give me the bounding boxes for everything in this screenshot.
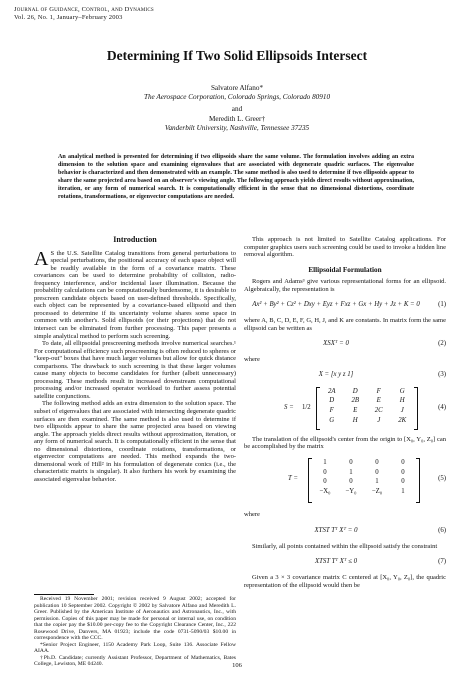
author-2-name: Meredith L. Greer†: [208, 115, 266, 123]
right-paragraph-2: Rogers and Adams³ give various representational forms for an ellipsoid. Algebraically, the representation is: [244, 278, 446, 293]
matrix-s-cell: 2A: [327, 387, 336, 395]
paper-title: Determining If Two Solid Ellipsoids Intersect: [106, 48, 368, 63]
matrix-s-cell: F: [329, 407, 334, 415]
author-1-name: Salvatore Alfano*: [210, 84, 264, 92]
matrix-t-label: T =: [288, 475, 298, 483]
equation-1-number: (1): [438, 301, 446, 309]
matrix-t-cell: 1: [375, 478, 379, 486]
matrix-s-cell: G: [399, 387, 405, 395]
matrix-s-cell: 2K: [398, 416, 407, 424]
matrix-t-cell: 0: [323, 468, 327, 476]
dropcap: A: [34, 247, 49, 270]
equation-7-number: (7): [438, 558, 446, 566]
matrix-t-cell: −Z₀: [371, 487, 383, 495]
equation-6-number: (6): [438, 526, 446, 534]
matrix-t-cell: 1: [401, 487, 405, 495]
matrix-t-cell: 0: [375, 459, 379, 467]
equation-3-body: X = [x y z 1]: [318, 370, 354, 378]
equation-1-body: Ax² + By² + Cz² + Dxy + Eyz + Fxz + Gx + Hy + Jz + K = 0: [252, 301, 420, 309]
right-paragraph-6: Given a 3 × 3 covariance matrix C centered at [X₀, Y₀, Z₀], the quadric representation of the ellipsoid would then be: [244, 574, 446, 589]
matrix-t: [244, 457, 446, 503]
where-1: where: [244, 356, 260, 364]
matrix-t-cell: 1: [349, 468, 353, 476]
matrix-s-right-bracket: [414, 387, 418, 430]
matrix-t-cell: 0: [401, 478, 405, 486]
footnote-author-1: *Senior Project Engineer, 1150 Academy Park Loop, Suite 136. Associate Fellow AIAA.: [34, 641, 236, 654]
footnote-author-2: †Ph.D. Candidate; currently Assistant Professor, Department of Mathematics, Bates College, Lewiston, ME 04240.: [34, 654, 236, 667]
matrix-s-cell: 2B: [351, 397, 360, 405]
ellipsoidal-heading: Ellipsoidal Formulation: [308, 265, 382, 274]
equation-3-number: (3): [438, 370, 446, 378]
matrix-s-cell: H: [352, 416, 358, 424]
matrix-s-grid: [320, 388, 414, 424]
equation-7-body: XTST Tᵀ Xᵀ ≤ 0: [314, 558, 358, 566]
matrix-s-cell: J: [400, 407, 404, 415]
matrix-t-right-bracket: [416, 458, 420, 503]
matrix-t-cell: 0: [349, 459, 353, 467]
right-paragraph-5: Similarly, all points contained within the ellipsoid satisfy the constraint: [252, 542, 438, 550]
equation-2: [244, 337, 446, 351]
right-column: [244, 236, 446, 589]
abstract: An analytical method is presented for determining if two ellipsoids share the same volume. The formulation involves adding an extra dimension to the solution space and examining eigenvalues that are associated with degenerate quadric surfaces. The eigenvalue behavior is characterized and then demonstrated with an example. The same method is also used to determine if two ellipsoids appear to share the same projected area based on an observer's viewing angle. The following approach yields direct results without approximation, iteration, or any form of numerical search. It is computationally efficient in the sense that no dimensional distortions, coordinate rotations, transformations, or eigenvector computations are needed.: [58, 154, 414, 200]
matrix-s-factor: 1/2: [302, 403, 311, 411]
matrix-s-cell: F: [376, 387, 381, 395]
right-paragraph-4: The translation of the ellipsoid's center from the origin to [X₀, Y₀, Z₀] can be accomplished by the matrix: [244, 435, 446, 451]
matrix-t-grid: [312, 459, 416, 495]
journal-name: Journal of Guidance, Control, and Dynamics: [14, 6, 154, 13]
matrix-s-cell: D: [352, 387, 358, 395]
footnote-rule: [34, 594, 94, 595]
matrix-t-cell: 0: [323, 478, 327, 486]
matrix-t-cell: −Y₀: [345, 487, 357, 495]
matrix-t-cell: 0: [349, 478, 353, 486]
left-column: [34, 236, 236, 484]
matrix-s-cell: J: [377, 416, 381, 424]
author-1-affiliation: The Aerospace Corporation, Colorado Springs, Colorado 80910: [143, 93, 331, 101]
matrix-s-cell: D: [329, 397, 335, 405]
equation-3: [244, 368, 446, 382]
matrix-s-cell: G: [329, 416, 335, 424]
intro-heading: Introduction: [113, 235, 157, 244]
equation-2-body: XSXᵀ = 0: [323, 340, 349, 348]
equation-1: [244, 298, 446, 312]
matrix-t-cell: −X₀: [319, 487, 331, 495]
matrix-s-cell: H: [399, 397, 405, 405]
author-2-affiliation: Vanderbilt University, Nashville, Tennessee 37235: [164, 124, 310, 132]
footnote-received: Received 19 November 2001; revision received 9 August 2002; accepted for publication 10 September 2002. Copyright © 2002 by Salvatore Alfano and Meredith L. Greer. Published by the American Institute of Aeronautics and Astronautics, Inc., with permission. Copies of this paper may be made for personal or internal use, on condition that the copier pay the $10.00 per-copy fee to the Copyright Clearance Center, Inc., 222 Rosewood Drive, Danvers, MA 01923; include the code 0731-5090/03 $10.00 in correspondence with the CCC.: [34, 596, 236, 641]
footnotes: [34, 596, 236, 668]
matrix-s-cell: 2C: [374, 407, 383, 415]
intro-paragraph-2: To date, all ellipsoidal prescreening methods involve numerical searches.¹ For computational efficiency such prescreening is often reduced to spheres or "keep-out" boxes that have much larger volumes but allow for quick distance comparisons. The drawback to such screening is that these larger volumes cause many objects to become candidates for further (albeit unnecessary) processing. These methods result in increased downstream computational processing and/or increased operator workload to further assess potential satellite conjunctions.: [34, 340, 236, 400]
right-paragraph-3: where A, B, C, D, E, F, G, H, J, and K are constants. In matrix form the same ellipsoid can be written as: [244, 317, 446, 332]
where-2: where: [244, 511, 260, 519]
matrix-s: [244, 386, 446, 430]
equation-7: [244, 555, 446, 569]
equation-5-number: (5): [438, 475, 446, 483]
intro-paragraph-3: The following method adds an extra dimension to the solution space. The subset of eigenvalues that are associated with intersecting degenerate quadric surfaces are then examined. The same method is also used to determine if two ellipsoids appear to share the same projected area based on viewing angle. The approach yields direct results without approximation, iteration, or any form of numerical search. It is computationally efficient in the sense that no dimensional distortions, coordinate rotations, transformations, or eigenvector computations are needed. This method expands the two-dimensional work of Hill² in his formulation of degenerate conics (i.e., the characteristic matrix is singular). It also furthers his work by examining the associated eigenvalue behavior.: [34, 400, 236, 483]
matrix-t-cell: 0: [401, 459, 405, 467]
page-number: 106: [232, 662, 242, 669]
matrix-t-cell: 1: [323, 459, 327, 467]
author-and: and: [231, 105, 243, 113]
equation-2-number: (2): [438, 340, 446, 348]
journal-header: [14, 6, 154, 22]
matrix-s-label: S =: [284, 403, 294, 411]
matrix-t-cell: 0: [375, 468, 379, 476]
intro-paragraph-1-text: S the U.S. Satellite Catalog transitions from general perturbations to special perturbations, the positional accuracy of each space object will be readily available in the form of a covariance matrix. These covariances can be used to determine probability of collision, radio-frequency interference, and/or incidental laser illumination. Because the probability calculations can be computationally burdensome, it is desirable to prescreen candidate objects based on user-defined thresholds. Specifically, each object can be represented by a covariance-based ellipsoid and then processed to determine if its uncertainty volume shares some space in common with another's. Solid ellipsoids (or their projections) that do not intersect can be eliminated from further processing. This paper presents a simple analytical method to perform such screening.: [34, 249, 236, 340]
matrix-s-cell: E: [376, 397, 381, 405]
matrix-t-cell: 0: [401, 468, 405, 476]
right-paragraph-1: This approach is not limited to Satellite Catalog applications. For computer graphics users such screening could be used to invoke a hidden line removal algorithm.: [244, 236, 446, 259]
matrix-s-cell: E: [353, 407, 358, 415]
journal-volume: Vol. 26, No. 1, January–February 2003: [14, 14, 123, 21]
equation-6-body: XTST Tᵀ Xᵀ = 0: [314, 526, 358, 534]
equation-4-number: (4): [438, 403, 446, 411]
equation-6: [244, 524, 446, 538]
intro-paragraph-1: [34, 247, 236, 341]
